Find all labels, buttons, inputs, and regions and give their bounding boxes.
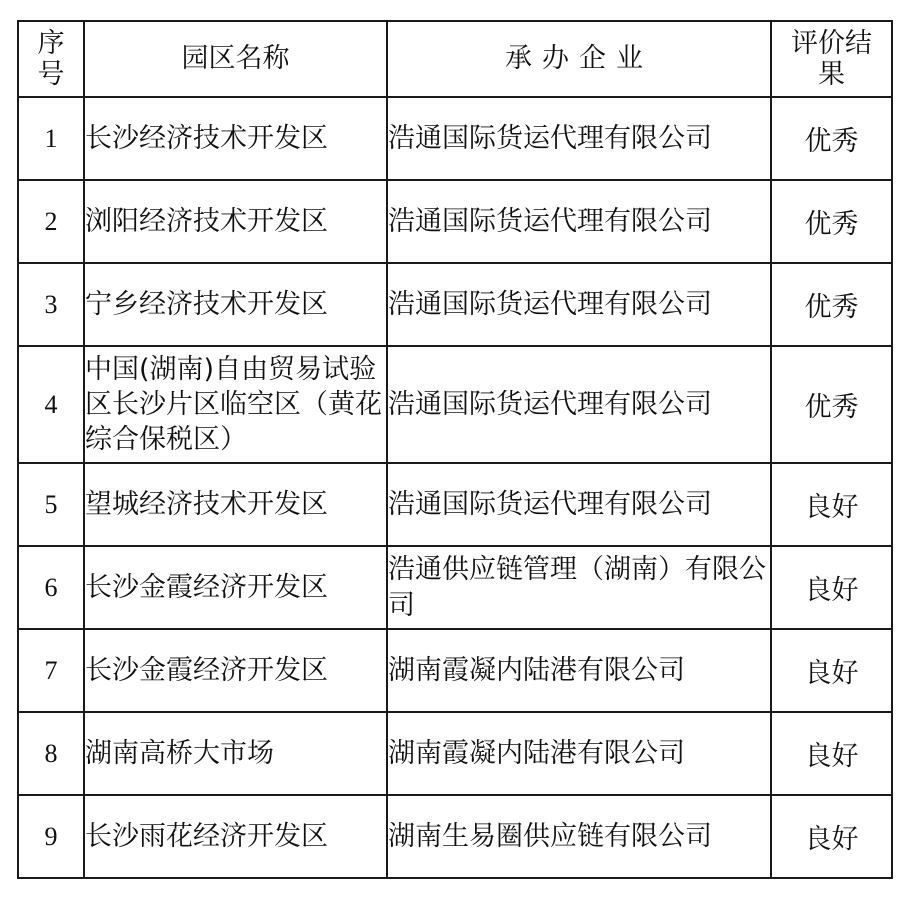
cell-park-name: 宁乡经济技术开发区 [84,263,387,346]
cell-company: 浩通国际货运代理有限公司 [387,180,771,263]
table-header-row [18,21,892,97]
table-row [18,712,892,795]
cell-company: 浩通国际货运代理有限公司 [387,346,771,463]
header-evaluation-result: 评价结果 [771,21,892,97]
cell-company: 浩通供应链管理（湖南）有限公司 [387,546,771,629]
table-row [18,346,892,463]
cell-serial-number: 2 [18,180,84,263]
cell-evaluation-result: 优秀 [771,97,892,180]
cell-park-name: 中国(湖南)自由贸易试验区长沙片区临空区（黄花综合保税区） [84,346,387,463]
cell-evaluation-result: 优秀 [771,180,892,263]
cell-evaluation-result: 优秀 [771,263,892,346]
cell-park-name: 长沙经济技术开发区 [84,97,387,180]
cell-serial-number: 3 [18,263,84,346]
table-row [18,629,892,712]
cell-evaluation-result: 良好 [771,795,892,878]
cell-company: 湖南霞凝内陆港有限公司 [387,629,771,712]
cell-park-name: 长沙雨花经济开发区 [84,795,387,878]
table-row [18,180,892,263]
cell-serial-number: 4 [18,346,84,463]
cell-company: 浩通国际货运代理有限公司 [387,97,771,180]
cell-evaluation-result: 良好 [771,546,892,629]
cell-serial-number: 8 [18,712,84,795]
cell-serial-number: 7 [18,629,84,712]
cell-park-name: 长沙金霞经济开发区 [84,546,387,629]
table-row [18,463,892,546]
cell-company: 湖南霞凝内陆港有限公司 [387,712,771,795]
cell-company: 浩通国际货运代理有限公司 [387,263,771,346]
table-row [18,546,892,629]
cell-park-name: 望城经济技术开发区 [84,463,387,546]
table-row [18,795,892,878]
cell-serial-number: 9 [18,795,84,878]
header-serial-number: 序号 [18,21,84,97]
cell-evaluation-result: 优秀 [771,346,892,463]
cell-evaluation-result: 良好 [771,629,892,712]
header-company-label: 承办企业 [505,43,653,75]
cell-company: 浩通国际货运代理有限公司 [387,463,771,546]
header-park-name: 园区名称 [84,21,387,97]
header-company [387,21,771,97]
cell-evaluation-result: 良好 [771,712,892,795]
cell-serial-number: 1 [18,97,84,180]
cell-company: 湖南生易圈供应链有限公司 [387,795,771,878]
cell-evaluation-result: 良好 [771,463,892,546]
cell-park-name: 长沙金霞经济开发区 [84,629,387,712]
cell-serial-number: 6 [18,546,84,629]
table-row [18,97,892,180]
table-row [18,263,892,346]
cell-park-name: 浏阳经济技术开发区 [84,180,387,263]
cell-park-name: 湖南高桥大市场 [84,712,387,795]
evaluation-table [17,20,893,879]
cell-serial-number: 5 [18,463,84,546]
